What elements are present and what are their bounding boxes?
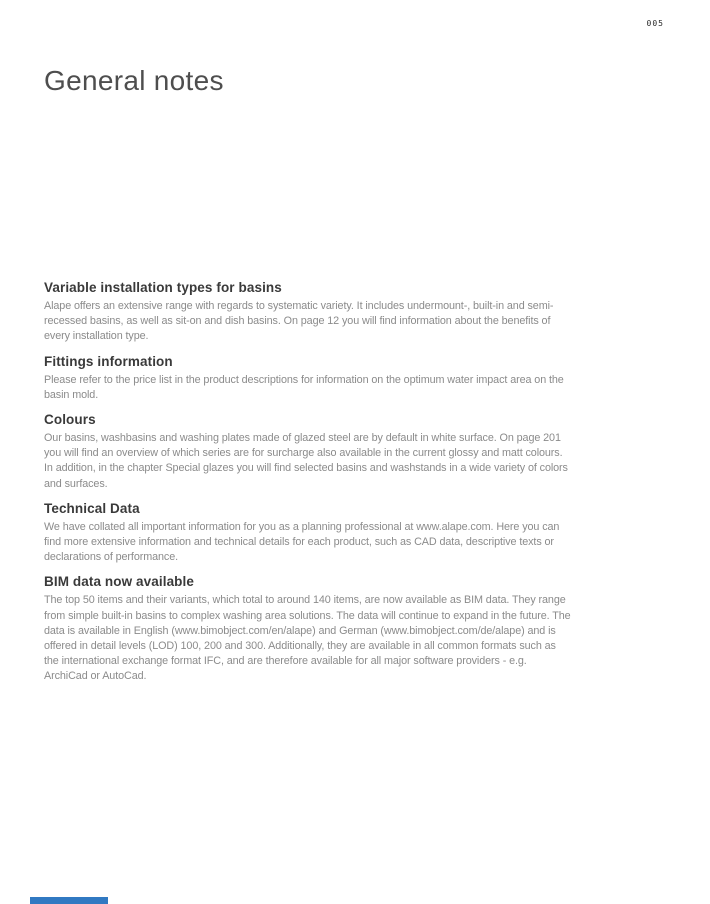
page-title: General notes — [44, 64, 224, 96]
section-heading: Variable installation types for basins — [44, 280, 282, 295]
section-heading: Colours — [44, 412, 96, 428]
section-technical-data — [44, 502, 571, 566]
brand-accent-bar — [30, 897, 108, 904]
section-fittings-information — [44, 355, 571, 403]
section-body: Please refer to the price list in the product descriptions for information on the optimum water impact area on the basin mold. — [44, 373, 564, 401]
section-bim-data — [44, 575, 571, 684]
section-body: We have collated all important information for you as a planning professional at www.alape.com. Here you can find more extensive information and technical details for each product, such as CAD data, descriptive texts or declarations of performance. — [44, 520, 560, 564]
section-heading: Technical Data — [44, 500, 140, 516]
section-heading: Fittings information — [44, 353, 173, 369]
notes-content — [44, 281, 571, 695]
section-heading: BIM data now available — [44, 574, 194, 590]
section-body: Alape offers an extensive range with regards to systematic variety. It includes undermount-, built-in and semi-recessed basins, as well as sit-on and dish basins. On page 12 you will find information about the benefits of every installation type. — [44, 300, 554, 343]
section-body: The top 50 items and their variants, which total to around 140 items, are now available as BIM data. They range from simple built-in basins to complex washing area solutions. The data will continue to expand in the future. The data is available in English (www.bimobject.com/en/alape) and German (www.bimobject.com/de/alape) and is offered in detail levels (LOD) 100, 200 and 300. Additionally, they are available in all common formats such as the international exchange format IFC, and are therefore available for all major software providers - e.g. ArchiCad or AutoCad. — [44, 594, 571, 683]
section-variable-installation-types — [44, 281, 571, 345]
section-colours — [44, 413, 571, 492]
page-number: 005 — [646, 19, 664, 28]
section-body: Our basins, washbasins and washing plates made of glazed steel are by default in white surface. On page 201 you will find an overview of which series are for surcharge also available in the current glossy and matt colours. In addition, in the chapter Special glazes you will find selected basins and washstands in a wide variety of colors and surfaces. — [44, 432, 568, 490]
